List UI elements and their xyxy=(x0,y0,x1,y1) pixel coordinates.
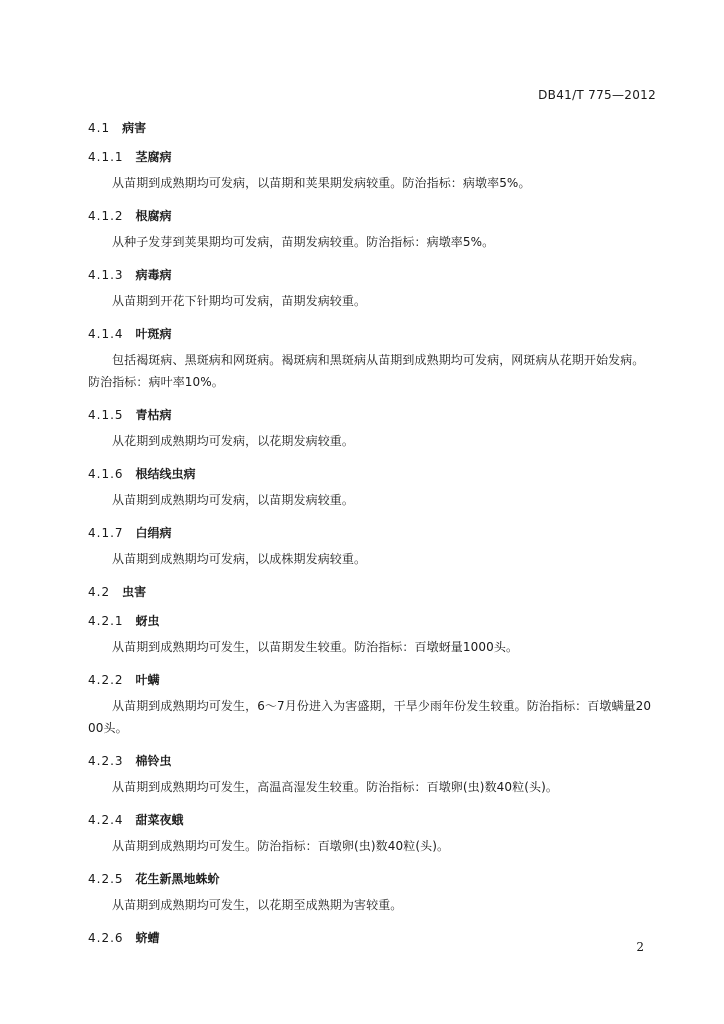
section-paragraph: 从苗期到成熟期均可发生，以花期至成熟期为害较重。 xyxy=(112,898,403,912)
section-heading: 4.1.2 根腐病 xyxy=(88,209,172,223)
section-paragraph: 从苗期到成熟期均可发生，6～7月份进入为害盛期，干旱少雨年份发生较重。防治指标：百墩螨量2000头。 xyxy=(88,699,652,735)
section-paragraph: 从苗期到成熟期均可发生。防治指标：百墩卵(虫)数40粒(头)。 xyxy=(112,839,450,853)
page-number: 2 xyxy=(636,940,644,954)
section-paragraph: 从苗期到成熟期均可发病，以成株期发病较重。 xyxy=(112,552,367,566)
section-heading: 4.2.5 花生新黑地蛛蚧 xyxy=(88,872,220,886)
section-paragraph: 从苗期到成熟期均可发生，以苗期发生较重。防治指标：百墩蚜量1000头。 xyxy=(112,640,519,654)
section-paragraph: 从苗期到成熟期均可发生，高温高湿发生较重。防治指标：百墩卵(虫)数40粒(头)。 xyxy=(112,780,558,794)
section-heading: 4.1 病害 xyxy=(88,121,147,135)
section-paragraph: 包括褐斑病、黑斑病和网斑病。褐斑病和黑斑病从苗期到成熟期均可发病，网斑病从花期开始发病。防治指标：病叶率10%。 xyxy=(88,353,645,389)
section-heading: 4.2 虫害 xyxy=(88,585,147,599)
section-heading: 4.2.2 叶螨 xyxy=(88,673,160,687)
section-heading: 4.1.4 叶斑病 xyxy=(88,327,172,341)
section-paragraph: 从苗期到成熟期均可发病，以苗期和荚果期发病较重。防治指标：病墩率5%。 xyxy=(112,176,531,190)
section-heading: 4.2.1 蚜虫 xyxy=(88,614,160,628)
section-heading: 4.1.1 茎腐病 xyxy=(88,150,172,164)
section-heading: 4.2.4 甜菜夜蛾 xyxy=(88,813,184,827)
section-paragraph: 从花期到成熟期均可发病，以花期发病较重。 xyxy=(112,434,355,448)
section-heading: 4.1.3 病毒病 xyxy=(88,268,172,282)
section-heading: 4.2.6 蛴螬 xyxy=(88,931,160,945)
section-paragraph: 从种子发芽到荚果期均可发病，苗期发病较重。防治指标：病墩率5%。 xyxy=(112,235,495,249)
document-body xyxy=(88,120,656,946)
section-heading: 4.1.6 根结线虫病 xyxy=(88,467,196,481)
section-heading: 4.2.3 棉铃虫 xyxy=(88,754,172,768)
document-id: DB41/T 775—2012 xyxy=(538,88,656,102)
section-paragraph: 从苗期到开花下针期均可发病，苗期发病较重。 xyxy=(112,294,367,308)
section-paragraph: 从苗期到成熟期均可发病，以苗期发病较重。 xyxy=(112,493,355,507)
section-heading: 4.1.5 青枯病 xyxy=(88,408,172,422)
section-heading: 4.1.7 白绢病 xyxy=(88,526,172,540)
